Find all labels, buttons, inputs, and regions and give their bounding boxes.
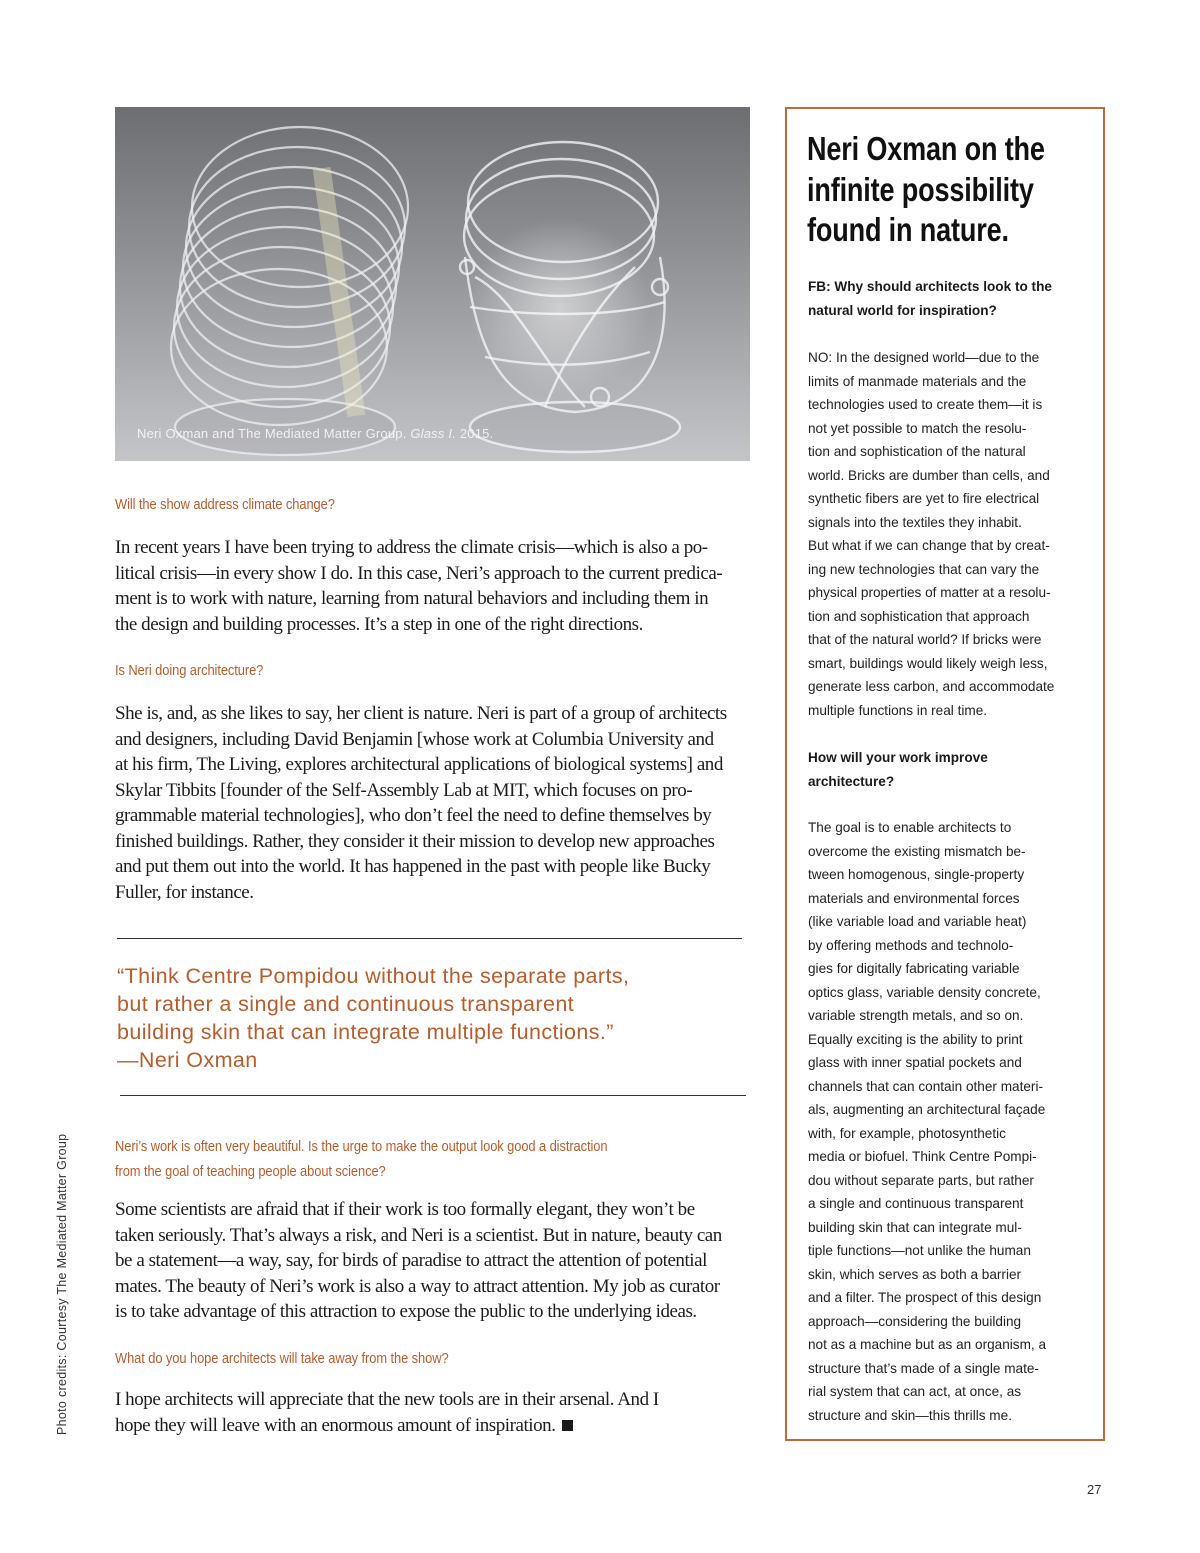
text-line: Fuller, for instance. xyxy=(115,881,254,903)
left-glass-coil xyxy=(171,127,408,455)
text-line: ment is to work with nature, learning from natural behaviors and including them in xyxy=(115,588,709,609)
section-beauty xyxy=(115,1134,750,1184)
photo-credit: Photo credits: Courtesy The Mediated Matter Group xyxy=(55,1133,69,1435)
section-architecture xyxy=(115,662,750,679)
pull-quote-line: building skin that can integrate multiple functions.” xyxy=(117,1020,614,1044)
text-line: grammable material technologies], who don’t feel the need to define themselves by xyxy=(115,805,712,826)
text-line: I hope architects will appreciate that the new tools are in their arsenal. And I xyxy=(115,1389,659,1410)
text-line: be a statement—a way, say, for birds of paradise to attract the attention of potential xyxy=(115,1250,707,1271)
question-heading: Neri’s work is often very beautiful. Is the urge to make the output look good a distraction xyxy=(115,1138,608,1155)
pull-quote xyxy=(117,962,757,1074)
section-takeaway xyxy=(115,1350,750,1367)
text-line: She is, and, as she likes to say, her client is nature. Neri is part of a group of architects xyxy=(115,703,727,724)
text-line: Skylar Tibbits [founder of the Self-Assembly Lab at MIT, which focuses on pro- xyxy=(115,779,693,801)
text-line: and put them out into the world. It has happened in the past with people like Bucky xyxy=(115,856,711,877)
sidebar-answer-1: NO: In the designed world—due to the limits of manmade materials and the technologies used to create them—it is not yet possible to match the resolu- tion and sophistication of the natural world. Bricks are dumber than cells, and synthetic fibers are yet to fire electrical signals into the textiles they inhabit. But what if we can change that by creat- ing new technologies that can vary the physical properties of matter at a resolu- tion and sophistication that approach that of the natural world? If bricks were smart, buildings would likely weigh less, generate less carbon, and accommodate multiple functions in real time. xyxy=(808,350,1055,718)
sidebar-question-2: How will your work improve architecture? xyxy=(808,750,988,789)
text-line: In recent years I have been trying to address the climate crisis—which is also a po- xyxy=(115,537,708,558)
text-line: the design and building processes. It’s a step in one of the right directions. xyxy=(115,613,643,635)
pull-quote-attribution: —Neri Oxman xyxy=(117,1048,258,1072)
text-line: is to take advantage of this attraction to expose the public to the underlying ideas. xyxy=(115,1301,697,1322)
divider-top xyxy=(117,938,742,939)
sidebar-answer-2: The goal is to enable architects to overcome the existing mismatch be- tween homogenous, single-property materials and environmental forces (like variable load and variable heat) by offering methods and technolo- gies for digitally fabricating variable optics glass, variable density concrete, variable strength metals, and so on. Equally exciting is the ability to print glass with inner spatial pockets and channels that can contain other materi- als, augmenting an architectural façade with, for example, photosynthetic media or biofuel. Think Centre Pompi- dou without separate parts, but rather a single and continuous transparent building skin that can integrate mul- tiple functions—not unlike the human skin, which serves as both a barrier and a filter. The prospect of this design approach—considering the building not as a machine but as an organism, a structure that’s made of a single mate- rial system that can act, at once, as structure and skin—this thrills me. xyxy=(808,820,1047,1423)
pull-quote-line: but rather a single and continuous transparent xyxy=(117,992,575,1016)
glass-objects-illustration xyxy=(115,107,750,461)
text-line: litical crisis—in every show I do. In this case, Neri’s approach to the current predica- xyxy=(115,562,723,584)
page-number: 27 xyxy=(1087,1482,1102,1497)
question-heading: What do you hope architects will take away from the show? xyxy=(115,1350,449,1367)
question-heading: from the goal of teaching people about science? xyxy=(115,1163,386,1180)
answer-climate xyxy=(115,535,750,637)
text-line: and designers, including David Benjamin [whose work at Columbia University and xyxy=(115,728,714,750)
photo-caption: Neri Oxman and The Mediated Matter Group. Glass I. 2015. xyxy=(137,426,494,441)
glass-photo xyxy=(115,107,750,461)
divider-bottom xyxy=(120,1095,746,1096)
answer-beauty xyxy=(115,1197,750,1325)
answer-architecture xyxy=(115,701,750,905)
sidebar-interview-box xyxy=(785,107,1105,1441)
text-line: finished buildings. Rather, they consider it their mission to develop new approaches xyxy=(115,830,715,852)
text-line: Some scientists are afraid that if their work is too formally elegant, they won’t be xyxy=(115,1199,695,1220)
pull-quote-line: “Think Centre Pompidou without the separate parts, xyxy=(117,964,630,988)
sidebar-question-1: FB: Why should architects look to the natural world for inspiration? xyxy=(808,279,1052,318)
question-heading: Will the show address climate change? xyxy=(115,496,335,513)
end-mark-icon xyxy=(562,1420,573,1431)
sidebar-title: Neri Oxman on the infinite possibility found in nature. xyxy=(807,130,1045,248)
question-heading: Is Neri doing architecture? xyxy=(115,662,264,679)
text-line: taken seriously. That’s always a risk, and Neri is a scientist. But in nature, beauty can xyxy=(115,1224,722,1246)
section-climate xyxy=(115,496,750,513)
text-line: hope they will leave with an enormous amount of inspiration. xyxy=(115,1413,750,1439)
text-line: at his firm, The Living, explores architectural applications of biological systems] and xyxy=(115,754,723,775)
answer-takeaway xyxy=(115,1387,750,1438)
text-line: mates. The beauty of Neri’s work is also a way to attract attention. My job as curator xyxy=(115,1275,720,1297)
